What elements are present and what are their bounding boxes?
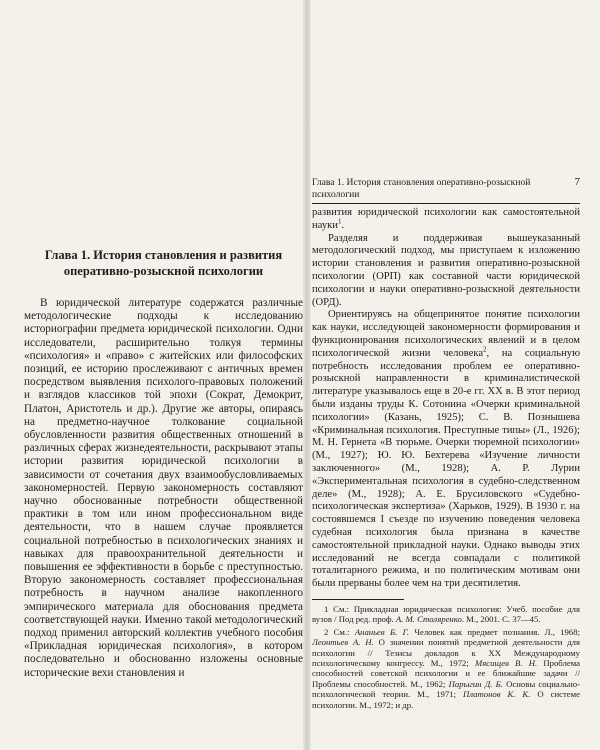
footnote-text: 2 См.:	[324, 626, 350, 637]
chapter-title-line-1: Глава 1. История становления и развития	[44, 248, 283, 262]
paragraph-text: развития юридической психологии как самостоятельной науки	[312, 207, 580, 231]
footnote-ref-2: 2	[483, 345, 487, 354]
footnote-author: Платонов К. К.	[462, 689, 531, 700]
running-head	[312, 176, 580, 204]
footnote-author: Ананьев Б. Г.	[354, 626, 410, 637]
left-body-text	[24, 297, 303, 680]
chapter-title-line-2: оперативно-розыскной психологии	[63, 264, 264, 278]
footnote-text: . М., 2001. С. 37—45.	[461, 614, 541, 625]
footnote-2	[312, 627, 580, 710]
footnotes	[312, 604, 580, 710]
footnote-text: 1 См.: Прикладная юридическая психология: Учеб. пособие для вузов / Под ред. проф.	[312, 603, 580, 625]
left-paragraph: В юридической литературе содержатся различные методологические подходы к исследованию историографии предмета юридической психологии. Одни исследователи, расширительно толкуя термины «психология» и «право» с житейских или философских позиций, ее историю прослеживают с античных времен посредством выявления психолого-правовых положений и взглядов классиков той эпохи (Сократ, Демокрит, Платон, Аристотель и др.). Другие же авторы, опираясь на предметно-научное толкование социальной обусловленности развития общественных отношений в различных сферах жизнедеятельности, раскрывают этапы истории развития юридической психологии в зависимости от сочетания двух взаимообусловливаемых закономерностей. Первую закономерность составляют научно обоснованные потребности общественной практики в том или ином профессиональном виде деятельности, что в нашем случае проявляется социальной потребностью в психологических знаниях и навыках для правоохранительной деятельности и повышения ее эффективности в борьбе с преступностью. Вторую закономерность составляет профессиональная потребность в научном анализе накопленного эмпирического материала для обоснования предмета соответствующей науки. Именно такой методологический подход применил авторский коллектив учебного пособия «Прикладная юридическая психология», в котором последовательно и обоснованно изложены основные исторические вехи становления и	[24, 297, 303, 679]
footnote-text: Основы социально-психологической теории. М., 1971;	[312, 678, 580, 700]
footnote-text: О значении понятий предметной деятельности для психологии // Тезисы докладов к XX Международному психологическому конгрессу. М., 1972;	[312, 637, 580, 668]
page-number: 7	[574, 176, 580, 188]
footnote-author: Мясищев В. Н.	[474, 657, 538, 668]
footnote-author: Парыгин Д. Б.	[448, 678, 503, 689]
paragraph-text: Ориентируясь на общепринятое понятие психологии как науки, исследующей закономерности формирования и функционирования психологических явлений и в целом психологической жизни человека	[312, 309, 580, 359]
chapter-title	[24, 247, 303, 279]
running-head-title: Глава 1. История становления оперативно-розыскной психологии	[312, 177, 531, 200]
left-page	[24, 247, 303, 680]
footnote-divider	[312, 599, 404, 600]
right-paragraph-continued: развития юридической психологии как самостоятельной науки$^1$.	[312, 207, 580, 231]
footnote-text: Проблема способностей советской психологии и ее ближайшие задачи // Проблемы способностей. М., 1962;	[312, 657, 580, 689]
paragraph-text: , на социальную потребность исследования проблем ее оперативно-розыскной направленности в криминалистической литературе указывалось еще в 20-е гг. XX в. В этот период были изданы труды К. Сотонина «Очерки криминальной психологии» (Казань, 1925); С. В. Познышева «Криминальная психология. Преступные типы» (Л., 1926); М. Н. Гернета «В тюрьме. Очерки тюремной психологии» (М., 1927); Ю. Ю. Бехтерева «Изучение личности заключенного» (М., 1928); А. Р. Лурии «Экспериментальная психология в судебно-следственном деле» (М., 1928); А. Е. Брусиловского «Судебно-психологическая экспертиза» (Харьков, 1929). В 1930 г. на состоявшемся I съезде по изучению поведения человека судебная психология была признана в качестве самостоятельной прикладной науки. Однако выводы этих исследований не всегда совпадали с политикой тоталитарного режима, и по политическим мотивам они были прерваны более чем на три десятилетия.	[312, 347, 580, 590]
right-body-text	[312, 207, 580, 591]
footnote-author: А. М. Столяренко	[395, 614, 462, 625]
footnote-text: Человек как предмет познания. Л., 1968;	[414, 626, 580, 637]
right-paragraph	[312, 309, 580, 591]
footnote-text: О системе психологии. М., 1972; и др.	[312, 689, 580, 710]
footnote-author: Леонтьев А. Н.	[312, 637, 374, 648]
right-paragraph: Разделяя и поддерживая вышеуказанный методологический подход, мы приступаем к изложению истории становления и развития оперативно-розыскной психологии (ОРП) как составной части юридической психологии и науки оперативно-розыскной деятельности (ОРД).	[312, 232, 580, 308]
footnote-ref-1: 1	[337, 217, 342, 226]
right-page	[312, 176, 580, 712]
footnote-1	[312, 604, 580, 625]
book-gutter	[303, 0, 311, 750]
